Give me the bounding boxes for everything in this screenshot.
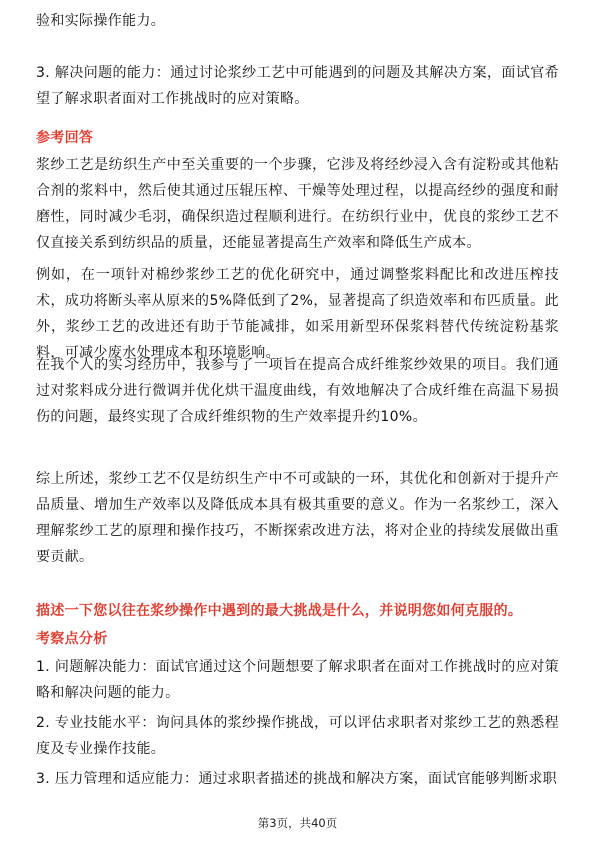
answer-paragraph-1: 浆纱工艺是纺织生产中至关重要的一个步骤，它涉及将经纱浸入含有淀粉或其他粘合剂的浆料中，然后使其通过压辊压榨、干燥等处理过程，以提高经纱的强度和耐磨性，同时减少毛羽，确保织造过程顺利进行。在纺织行业中，优良的浆纱工艺不仅直接关系到纺织品的质量，还能显著提高生产效率和降低生产成本。 [36,157,559,251]
point-3: 3. 解决问题的能力：通过讨论浆纱工艺中可能遇到的问题及其解决方案，面试官希望了解求职者面对工作挑战时的应对策略。 [36,65,559,107]
analysis-point-2: 2. 专业技能水平：询问具体的浆纱操作挑战，可以评估求职者对浆纱工艺的熟悉程度及专业操作技能。 [36,715,559,757]
page-footer: 第3页，共40页 [257,816,338,830]
answer-heading: 参考回答 [36,130,94,146]
answer-paragraph-3: 在我个人的实习经历中，我参与了一项旨在提高合成纤维浆纱效果的项目。我们通过对浆料成分进行微调并优化烘干温度曲线，有效地解决了合成纤维在高温下易损伤的问题，最终实现了合成纤维织物的生产效率提升约10%。 [36,357,559,425]
analysis-point-3: 3. 压力管理和适应能力：通过求职者描述的挑战和解决方案，面试官能够判断求职 [36,771,558,787]
answer-paragraph-2: 例如，在一项针对棉纱浆纱工艺的优化研究中，通过调整浆料配比和改进压榨技术，成功将断头率从原来的5%降低到了2%，显著提高了织造效率和布匹质量。此外，浆纱工艺的改进还有助于节能减排，如采用新型环保浆料替代传统淀粉基浆料，可减少废水处理成本和环境影响。 [36,267,559,361]
analysis-point-1: 1. 问题解决能力：面试官通过这个问题想要了解求职者在面对工作挑战时的应对策略和解决问题的能力。 [36,659,559,701]
analysis-heading: 考察点分析 [36,631,108,647]
question-text: 描述一下您以往在浆纱操作中遇到的最大挑战是什么，并说明您如何克服的。 [36,603,523,619]
answer-paragraph-4: 综上所述，浆纱工艺不仅是纺织生产中不可或缺的一环，其优化和创新对于提升产品质量、增加生产效率以及降低成本具有极其重要的意义。作为一名浆纱工，深入理解浆纱工艺的原理和操作技巧，不断探索改进方法，将对企业的持续发展做出重要贡献。 [36,471,559,565]
continuation-text: 验和实际操作能力。 [36,13,166,29]
